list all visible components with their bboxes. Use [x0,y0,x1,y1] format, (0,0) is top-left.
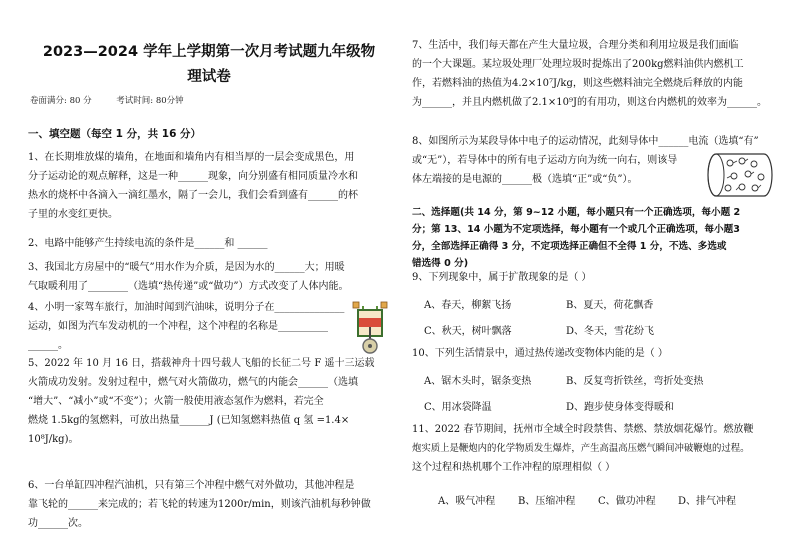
q8-line: 8、如图所示为某段导体中电子的运动情况，此刻导体中______电流（选填“有” [412,136,759,147]
q5-line: 10⁸J/kg)。 [28,434,79,445]
q11-line: 炮实质上是鞭炮内的化学物质发生爆炸，产生高温高压燃气瞬间冲破鞭炮的过程。 [412,443,750,454]
q6-line: 靠飞轮的______来完成的；若飞轮的转速为1200r/min，则该汽油机每秒钟做 [28,499,371,510]
q3-line: 3、我国北方房屋中的“暖气”用水作为介质，是因为水的______大；用暖 [28,262,345,273]
q11-line: 这个过程和热机哪个工作冲程的原理相似（ ） [412,462,616,473]
q6-line: 6、一台单缸四冲程汽油机，只有第三个冲程中燃气对外做功，其他冲程是 [28,480,355,491]
q7-line: 7、生活中，我们每天都在产生大量垃圾，合理分类和利用垃圾是我们面临 [412,40,739,51]
q7-line: 为______，并且内燃机做了2.1×10⁹J的有用功，则这台内燃机的效率为______。 [412,97,768,108]
q5-line: 5、2022 年 10 月 16 日，搭载神舟十四号载人飞船的长征二号 F 遥十三运载 [28,358,375,369]
q10-option-c: C、用冰袋降温 [424,402,492,413]
exam-title-line2: 理试卷 [187,69,231,85]
exam-title-line1: 2023—2024 学年上学期第一次月考试题九年级物 [42,44,376,60]
q1-line: 热水的烧杯中各滴入一滴红墨水，隔了一会儿，我们会看到盛有______的杯 [28,190,358,201]
q9-option-d: D、冬天，雪花纷飞 [566,326,655,337]
question-4 [28,298,348,355]
q11-option-d: D、排气冲程 [678,496,737,507]
q1-line: 子里的水变红更快。 [28,209,118,220]
question-10-stem: 10、下列生活情景中，通过热传递改变物体内能的是（ ） [412,348,668,359]
q4-line: 4、小明一家驾车旅行，加油时闻到汽油味，说明分子在______________ [28,302,345,313]
q4-line: ______。 [28,340,68,351]
q11-option-b: B、压缩冲程 [518,496,576,507]
question-1 [28,148,390,224]
question-11 [412,420,777,477]
q2-line: 2、电路中能够产生持续电流的条件是______和 ______ [28,238,268,249]
q11-option-c: C、做功冲程 [598,496,656,507]
q11-line: 11、2022 春节期间，抚州市全域全时段禁售、禁燃、禁放烟花爆竹。燃放鞭 [412,424,754,435]
q9-option-c: C、秋天，树叶飘落 [424,326,512,337]
q7-line: 的一个大课题。某垃圾处理厂处理垃圾时提炼出了200kg燃料油供内燃机工 [412,59,744,70]
q11-option-a: A、吸气冲程 [438,496,496,507]
q5-line: 火箭成功发射。发射过程中，燃气对火箭做功，燃气的内能会______（选填 [28,377,358,388]
q10-option-d: D、跑步使身体变得暖和 [566,402,675,413]
q9-option-b: B、夏天，荷花飘香 [566,300,654,311]
exam-meta [30,94,206,106]
section1-heading: 一、填空题（每空 1 分，共 16 分） [28,128,202,140]
section2-line: 分，全部选择正确得 3 分，不定项选择正确但不全得 1 分，不选、多选或 [412,241,727,252]
q7-line: 作，若燃料油的热值为4.2×10⁷J/kg，则这些燃料油完全燃烧后释放的内能 [412,78,743,89]
question-2 [28,234,390,253]
q9-option-a: A、春天，柳絮飞扬 [424,300,512,311]
question-5 [28,354,390,449]
question-9-stem: 9、下列现象中，属于扩散现象的是（ ） [412,272,592,283]
q1-line: 分子运动论的观点解释，这是一种______现象，向分别盛有相同质量冷水和 [28,171,358,182]
q4-line: 运动，如图为汽车发动机的一个冲程，这个冲程的名称是__________ [28,321,328,332]
q5-line: 燃烧 1.5kg的氢燃料，可放出热量______J (已知氢燃料热值 q 氢 =1.4× [28,415,350,426]
conductor-electrons-diagram [706,150,774,200]
exam-time: 考试时间: 80分钟 [116,96,184,106]
q10-option-b: B、反复弯折铁丝，弯折处变热 [566,376,704,387]
question-7 [412,36,777,112]
question-3 [28,258,390,296]
q8-line: 或“无”），若导体中的所有电子运动方向为统一向右，则该导 [412,155,678,166]
engine-stroke-diagram [349,298,391,356]
full-score: 卷面满分: 80 分 [30,96,92,106]
section2-line: 分；第 13、14 小题为不定项选择，每小题有一个或几个正确选项，每小题3 [412,224,740,235]
q10-option-a: A、锯木头时，锯条变热 [424,376,532,387]
q5-line: “增大”、“减小”或“不变”）；火箭一般使用液态氢作为燃料，若完全 [28,396,324,407]
section2-line: 二、选择题(共 14 分，第 9~12 小题，每小题只有一个正确选项，每小题 2 [412,207,741,218]
exam-title [28,40,390,90]
q8-line: 体左端接的是电源的______极（选填“正”或“负”）。 [412,174,638,185]
q6-line: 功______次。 [28,518,88,529]
section2-line: 错选得 0 分) [412,258,469,269]
section2-heading [412,204,777,272]
question-6 [28,476,390,533]
q3-line: 气取暖利用了________（选填“热传递”或“做功”）方式改变了人体内能。 [28,281,349,292]
q1-line: 1、在长期堆放煤的墙角，在地面和墙角内有相当厚的一层会变成黑色，用 [28,152,355,163]
